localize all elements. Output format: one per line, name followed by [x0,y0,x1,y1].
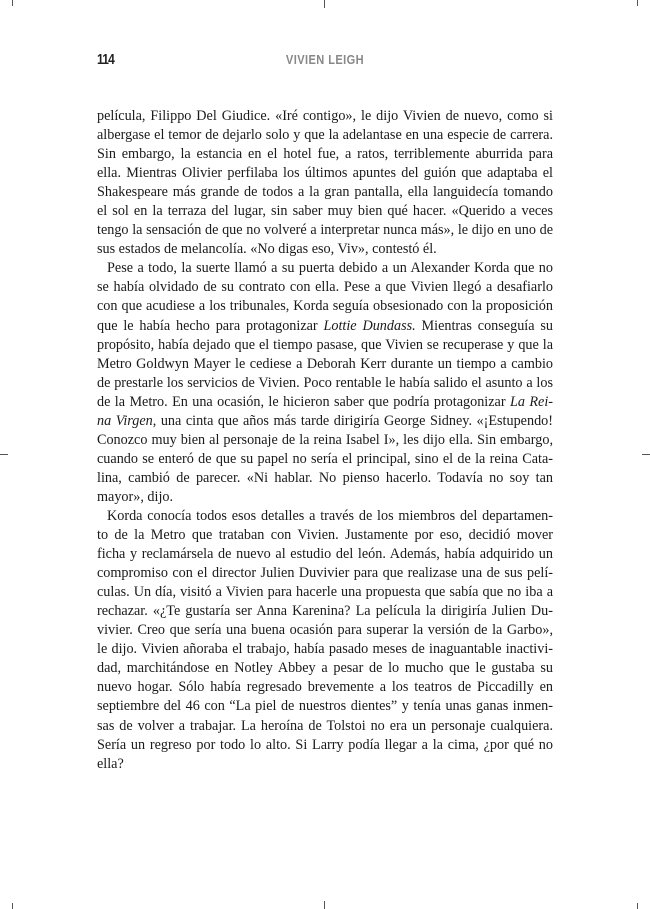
text-segment: sas de volver a trabajar. La heroína de Tolstoi no era un personaje cualquiera. [97,717,553,734]
text-line [97,259,553,278]
text-line [97,659,553,678]
text-line [97,621,553,640]
crop-mark [637,0,638,6]
text-segment: ficha y reclamársela de nuevo al estudio del león. Además, había adquirido un [97,546,553,563]
text-line [97,164,553,183]
crop-mark [642,454,650,455]
text-line [97,564,553,583]
text-line [97,297,553,316]
text-segment: película, Filippo Del Giudice. «Iré contigo», le dijo Vivien de nuevo, como si [97,108,553,124]
text-segment: rechazar. «¿Te gustaría ser Anna Karenina? La película la dirigiría Julien Du- [97,603,553,620]
text-segment: ella? [97,755,124,772]
text-segment: compromiso con el director Julien Duvivier para que realizase una de sus pelí- [97,565,553,582]
text-segment: ella. Mientras Olivier perfilaba los últimos apuntes del guión que adaptaba el [97,165,553,182]
text-line [97,697,553,716]
text-segment: Shakespeare más grande de todos a la gran pantalla, ella languidecía tomando [97,184,553,201]
text-line [97,488,553,507]
text-line [97,317,553,336]
text-segment: tengo la sensación de que no volveré a interpretar nunca más», le dijo en uno de [97,222,553,239]
text-segment: culas. Un día, visitó a Vivien para hacerle una propuesta que sabía que no iba a [97,584,553,601]
text-line [97,507,553,526]
text-segment: Sin embargo, la estancia en el hotel fue, a ratos, terriblemente aburrida para [97,146,553,163]
italic-title: Lottie Dundass. [323,317,416,334]
text-line [97,393,553,412]
text-segment: se había olvidado de su contrato con ella. Pese a que Vivien llegó a desafiarlo [97,279,553,296]
text-line [97,755,553,774]
text-line [97,240,553,259]
text-line [97,640,553,659]
running-title: VIVIEN LEIGH [285,52,365,67]
text-segment: lina, cambió de parecer. «Ni hablar. No pienso hacerlo. Todavía no soy tan [97,469,553,486]
italic-title: La Rei- [509,393,553,410]
text-line [97,355,553,374]
text-segment: to de la Metro que trataban con Vivien. Justamente por eso, decidió mover [97,527,553,544]
text-line [97,278,553,297]
text-segment: le dijo. Vivien añoraba el trabajo, había pasado meses de inaguantable inactivi- [97,641,553,658]
text-line [97,374,553,393]
text-segment: mayor», dijo. [97,488,174,505]
text-segment: Pese a todo, la suerte llamó a su puerta debido a un Alexander Korda que no [107,260,553,277]
text-segment: de la Metro. En una ocasión, le hicieron saber que podría protagonizar [97,393,510,410]
crop-mark [0,454,8,455]
text-segment: , una cinta que años más tarde dirigiría George Sidney. «¡Estupendo! [152,412,553,429]
page-number: 114 [97,51,114,68]
text-segment: Mientras conseguía su [415,317,553,334]
text-line [97,145,553,164]
italic-title: na Virgen [97,412,153,429]
text-line [97,412,553,431]
text-segment: que le había hecho para protagonizar [97,317,324,334]
text-line [97,183,553,202]
text-segment: Korda conocía todos esos detalles a través de los miembros del departamen- [107,507,553,524]
text-line [97,126,553,145]
text-segment: de prestarle los servicios de Vivien. Poco rentable le había salido el asunto a los [97,374,553,391]
crop-mark [12,0,13,6]
text-segment: Conozco muy bien al personaje de la reina Isabel I», les dijo ella. Sin embargo, [97,431,553,448]
text-line [97,221,553,240]
text-line [97,602,553,621]
text-line [97,736,553,755]
text-segment: Metro Goldwyn Mayer le cediese a Deborah Kerr durante un tiempo a cambio [97,355,553,372]
text-line [97,717,553,736]
text-segment: septiembre del 46 con “La piel de nuestros dientes” y tenía unas ganas inmen- [97,698,553,715]
text-segment: sus estados de melancolía. «No digas eso, Viv», contestó él. [97,241,437,258]
text-segment: el sol en la terraza del lugar, sin saber muy bien qué hacer. «Querido a veces [97,203,553,220]
text-segment: Sería un regreso por todo lo alto. Si Larry podía llegar a la cima, ¿por qué no [97,736,553,753]
text-segment: vivier. Creo que sería una buena ocasión para superar la versión de la Garbo», [97,622,553,639]
crop-mark [324,0,325,8]
text-line [97,107,553,126]
body-text [97,107,553,774]
crop-mark [324,901,325,909]
crop-mark [12,903,13,909]
text-segment: albergase el temor de dejarlo solo y que la adelantase en una especie de carrera. [97,127,553,144]
crop-mark [637,903,638,909]
text-line [97,678,553,697]
text-segment: dad, marchitándose en Notley Abbey a pesar de lo mucho que le gustaba su [97,660,553,677]
text-line [97,202,553,221]
text-segment: con que acudiese a los tribunales, Korda seguía obsesionado con la proposición [97,298,553,315]
text-line [97,336,553,355]
text-line [97,545,553,564]
text-line [97,469,553,488]
text-segment: nuevo hogar. Sólo había regresado brevemente a los teatros de Piccadilly en [97,679,553,696]
text-line [97,583,553,602]
text-line [97,450,553,469]
text-line [97,431,553,450]
text-line [97,526,553,545]
text-segment: propósito, había dejado que el tiempo pasase, que Vivien se recuperase y que la [97,336,553,353]
text-segment: cuando se enteró de que su papel no sería el principal, sino el de la reina Cata- [97,450,553,467]
